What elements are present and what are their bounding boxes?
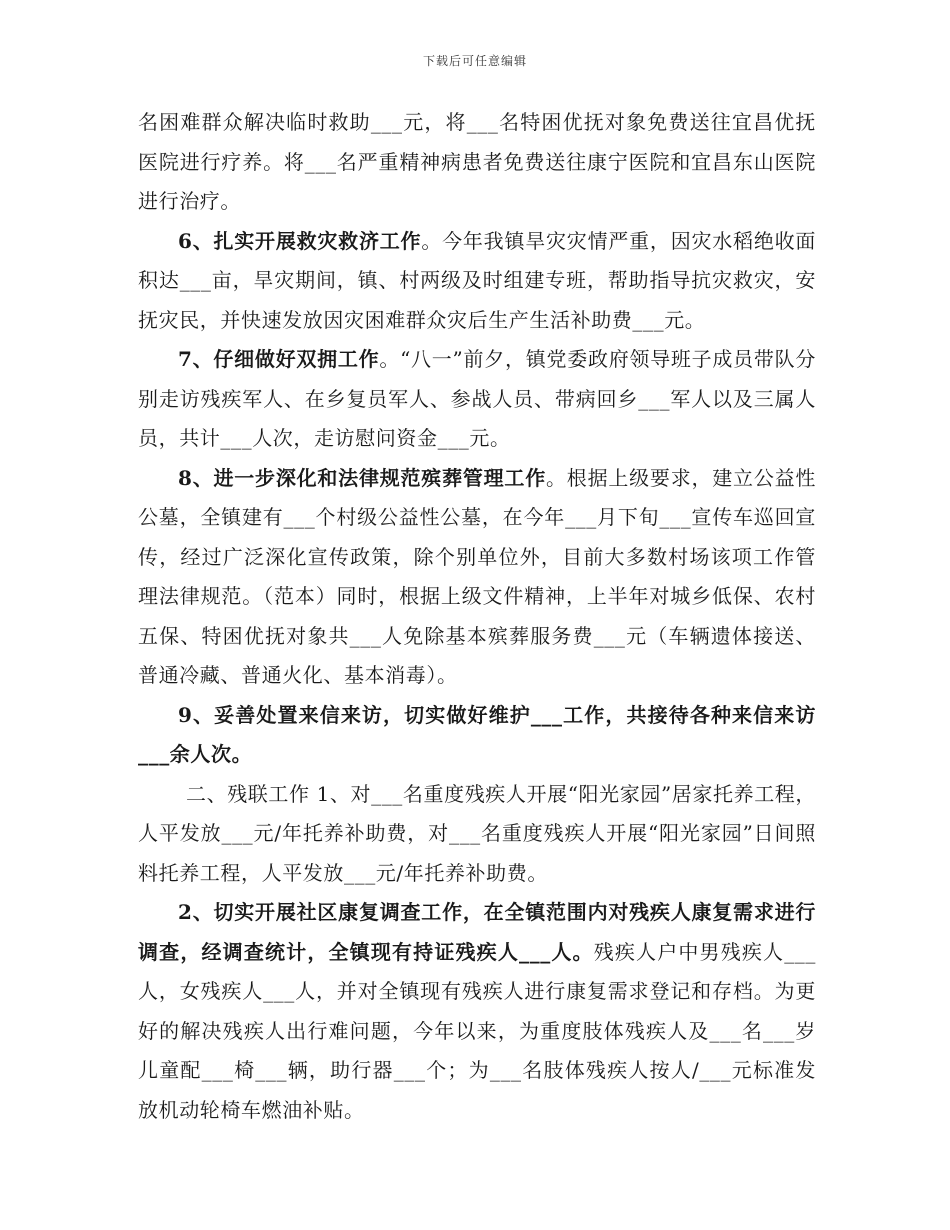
paragraph-body: 残疾人户中男残疾人___人，女残疾人___人，并对全镇现有残疾人进行康复需求登记和存档。为更好的解决残疾人出行难问题，今年以来，为重度肢体残疾人及___名___岁儿童配___椅___辆，助行器___个；为___名肢体残疾人按人/___元标准发放机动轮椅车燃油补贴。 <box>138 939 816 1122</box>
paragraph-body: 。今年我镇旱灾灾情严重，因灾水稻绝收面积达___亩，旱灾期间，镇、村两级及时组建专班，帮助指导抗灾救灾，安抚灾民，并快速发放因灾困难群众灾后生产生活补助费___元。 <box>138 228 816 332</box>
paragraph-disability-federation <box>138 775 816 894</box>
paragraph-heading: 6、扎实开展救灾救济工作 <box>178 228 422 253</box>
paragraph-body: 。根据上级要求，建立公益性公墓，全镇建有___个村级公益性公墓，在今年___月下旬___宣传车巡回宣传，经过广泛深化宣传政策，除个别单位外，目前大多数村场该项工作管理法律规范。（范本）同时，根据上级文件精神，上半年对城乡低保、农村五保、特困优抚对象共___人免除基本殡葬服务费___元（车辆遗体接送、普通冷藏、普通火化、基本消毒）。 <box>138 465 816 687</box>
paragraph-rehabilitation-survey <box>138 893 816 1130</box>
paragraph-body: 名困难群众解决临时救助___元，将___名特困优抚对象免费送往宜昌优抚医院进行疗养。将___名严重精神病患者免费送往康宁医院和宜昌东山医院进行治疗。 <box>138 110 816 213</box>
paragraph-heading: 2、切实开展社区康复调查工作，在全镇范围内对残疾人康复需求进行调查，经调查统计，全镇现有持证残疾人___人。 <box>138 900 816 964</box>
paragraph-heading: 8、进一步深化和法律规范殡葬管理工作 <box>178 465 546 490</box>
paragraph-petitions <box>138 696 816 775</box>
document-body <box>138 103 816 1130</box>
paragraph-heading: 7、仔细做好双拥工作 <box>178 347 380 371</box>
paragraph-military-support <box>138 340 816 459</box>
paragraph-relief-continued <box>138 103 816 222</box>
paragraph-disaster-relief <box>138 222 816 341</box>
paragraph-heading: 9、妥善处置来信来访，切实做好维护___工作，共接待各种来信来访___余人次。 <box>138 702 816 766</box>
paragraph-body: 。“八一”前夕，镇党委政府领导班子成员带队分别走访残疾军人、在乡复员军人、参战人员、带病回乡___军人以及三属人员，共计___人次，走访慰问资金___元。 <box>138 347 816 450</box>
paragraph-body: 二、残联工作 1、对___名重度残疾人开展“阳光家园”居家托养工程，人平发放___元/年托养补助费，对___名重度残疾人开展“阳光家园”日间照料托养工程，人平发放___元/年托养补助费。 <box>138 781 816 885</box>
paragraph-funeral-management <box>138 459 816 696</box>
page-header: 下载后可任意编辑 <box>422 54 527 68</box>
